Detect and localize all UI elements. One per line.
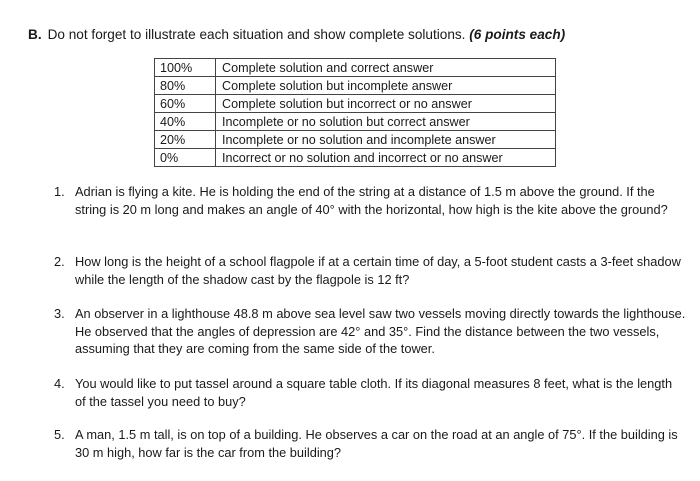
rubric-table [154,58,556,167]
question-number: 3. [54,306,65,321]
points-label: (6 points each) [469,27,566,42]
rubric-description: Incomplete or no solution and incomplete answer [216,131,556,149]
question-number: 5. [54,427,65,442]
question-2 [54,253,686,288]
rubric-description: Complete solution but incomplete answer [216,77,556,95]
table-row [155,131,556,149]
question-text: An observer in a lighthouse 48.8 m above sea level saw two vessels moving directly towards the lighthouse. He observed that the angles of depression are 42° and 35°. Find the distance between the two vessels, assuming that they are coming from the same side of the tower. [75,306,686,356]
rubric-percent: 20% [155,131,216,149]
question-number: 1. [54,184,65,199]
table-row [155,59,556,77]
table-row [155,149,556,167]
question-text: You would like to put tassel around a square table cloth. If its diagonal measures 8 feet, what is the length of the tassel you need to buy? [75,376,673,409]
rubric-description: Incorrect or no solution and incorrect or no answer [216,149,556,167]
question-4 [54,375,686,410]
rubric-percent: 40% [155,113,216,131]
rubric-percent: 80% [155,77,216,95]
question-3 [54,305,686,358]
table-row [155,95,556,113]
table-row [155,113,556,131]
instruction-text: Do not forget to illustrate each situation and show complete solutions. [47,27,466,42]
question-text: A man, 1.5 m tall, is on top of a building. He observes a car on the road at an angle of 75°. If the building is 30 m high, how far is the car from the building? [75,427,678,460]
rubric-percent: 100% [155,59,216,77]
question-5 [54,426,686,461]
question-number: 2. [54,254,65,269]
rubric-description: Complete solution and correct answer [216,59,556,77]
section-label: B. [28,27,42,42]
question-number: 4. [54,376,65,391]
question-text: How long is the height of a school flagpole if at a certain time of day, a 5-foot student casts a 3-feet shadow while the length of the shadow cast by the flagpole is 12 ft? [75,254,681,287]
section-heading [28,27,565,42]
table-row [155,77,556,95]
rubric-percent: 0% [155,149,216,167]
rubric-percent: 60% [155,95,216,113]
rubric-description: Complete solution but incorrect or no answer [216,95,556,113]
question-1 [54,183,686,218]
rubric-description: Incomplete or no solution but correct answer [216,113,556,131]
question-text: Adrian is flying a kite. He is holding the end of the string at a distance of 1.5 m above the ground. If the string is 20 m long and makes an angle of 40° with the horizontal, how high is the kite above the ground? [75,184,668,217]
